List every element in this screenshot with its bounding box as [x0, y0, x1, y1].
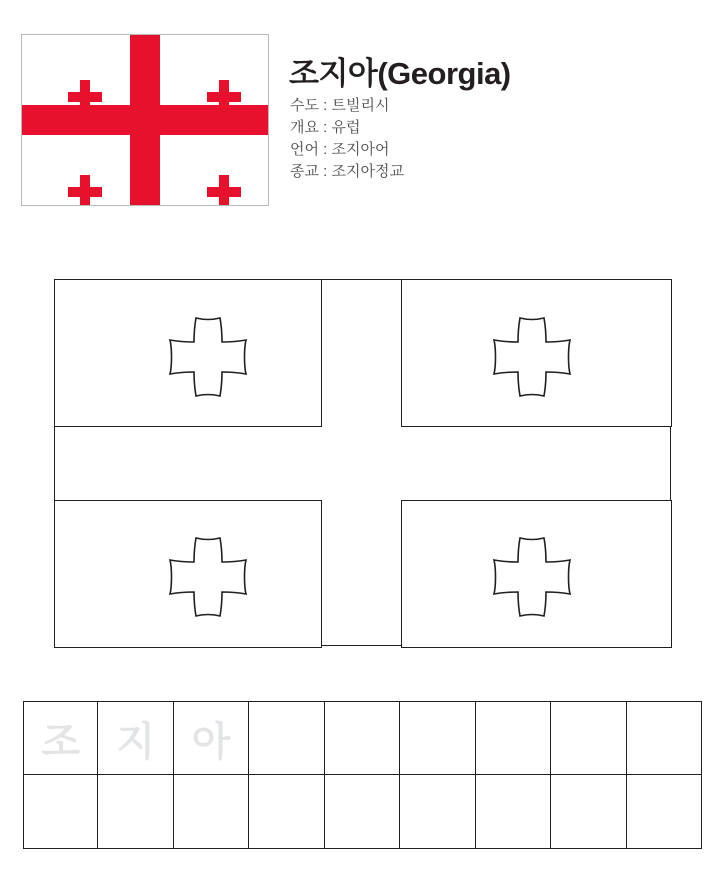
writing-cell[interactable] [98, 775, 173, 849]
meta-region: 개요 : 유럽 [290, 119, 361, 136]
bolnisi-cross-icon [163, 316, 253, 398]
meta-capital: 수도 : 트빌리시 [290, 97, 390, 114]
writing-cell[interactable] [249, 775, 324, 849]
bolnisi-cross-icon [207, 80, 241, 114]
writing-cell[interactable] [476, 775, 551, 849]
writing-cell[interactable] [174, 775, 249, 849]
georgia-flag-outline [54, 279, 671, 646]
country-meta [290, 95, 404, 183]
writing-cell[interactable] [551, 775, 626, 849]
writing-cell[interactable] [325, 775, 400, 849]
writing-cell[interactable] [551, 701, 626, 775]
writing-cell[interactable] [249, 701, 324, 775]
writing-cell[interactable] [325, 701, 400, 775]
page-title: 조지아(Georgia) [289, 56, 511, 91]
writing-cell[interactable]: 아 [174, 701, 249, 775]
bolnisi-cross-icon [163, 536, 253, 618]
georgia-flag-icon [21, 34, 269, 206]
meta-language: 언어 : 조지아어 [290, 141, 390, 158]
writing-cell[interactable] [400, 775, 475, 849]
meta-religion: 종교 : 조지아정교 [290, 163, 404, 180]
bolnisi-cross-icon [68, 175, 102, 206]
writing-cell[interactable]: 조 [23, 701, 98, 775]
writing-practice-grid[interactable] [23, 701, 702, 849]
writing-cell[interactable] [627, 701, 702, 775]
bolnisi-cross-icon [207, 175, 241, 206]
writing-cell[interactable] [23, 775, 98, 849]
writing-cell[interactable]: 지 [98, 701, 173, 775]
bolnisi-cross-icon [487, 536, 577, 618]
bolnisi-cross-icon [68, 80, 102, 114]
bolnisi-cross-icon [487, 316, 577, 398]
header [0, 0, 725, 230]
writing-cell[interactable] [400, 701, 475, 775]
writing-cell[interactable] [476, 701, 551, 775]
writing-cell[interactable] [627, 775, 702, 849]
